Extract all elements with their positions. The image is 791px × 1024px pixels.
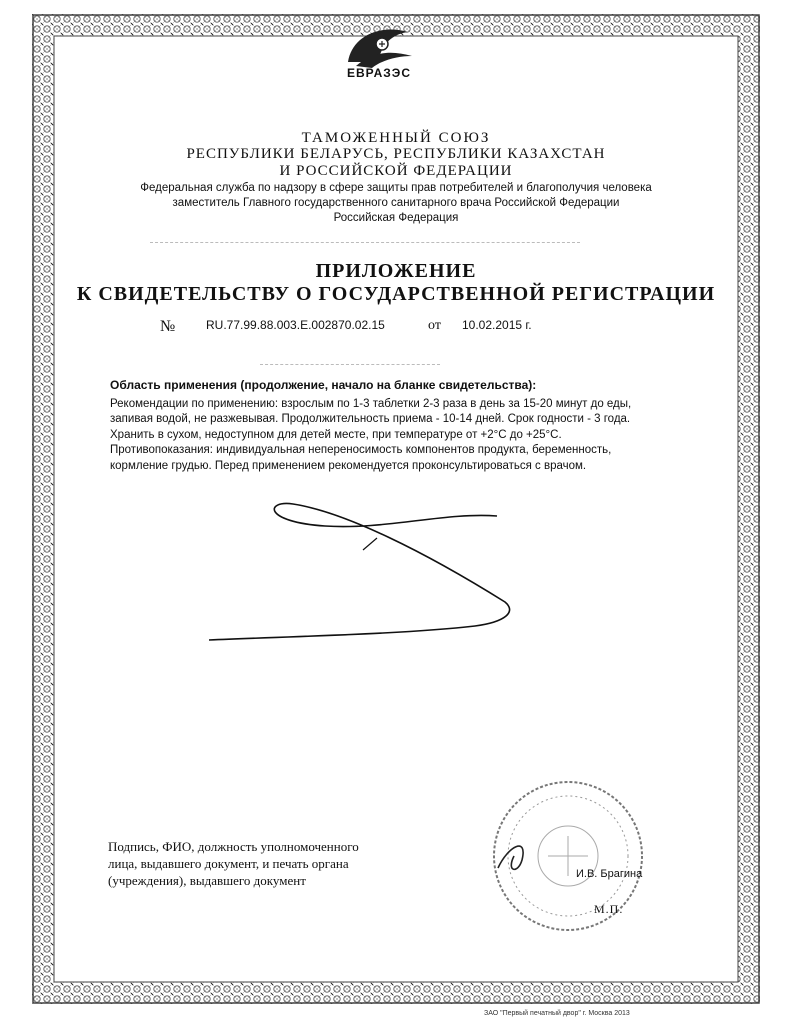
agency-line-3: Российская Федерация — [333, 212, 459, 224]
printer-imprint: ЗАО "Первый печатный двор" г. Москва 2013 — [484, 1010, 630, 1017]
document-title-line-2: К СВИДЕТЕЛЬСТВУ О ГОСУДАРСТВЕННОЙ РЕГИСТРАЦИИ — [76, 283, 716, 305]
signer-name: И.В. Брагина — [576, 868, 643, 880]
body-line: Рекомендации по применению: взрослым по 1-3 таблетки 2-3 раза в день за 15-20 минут до еды, — [110, 397, 632, 410]
eurasec-emblem — [334, 22, 424, 84]
date-label: от — [428, 318, 441, 333]
body-line: кормление грудью. Перед применением рекомендуется проконсультироваться с врачом. — [110, 459, 587, 472]
blank-space-strike-icon — [205, 492, 515, 652]
registration-date: 10.02.2015 г. — [462, 318, 532, 332]
union-members-line-2: И РОССИЙСКОЙ ФЕДЕРАЦИИ — [279, 163, 513, 179]
agency-line-1: Федеральная служба по надзору в сфере защиты прав потребителей и благополучия человека — [140, 182, 652, 194]
union-members-line-1: РЕСПУБЛИКИ БЕЛАРУСЬ, РЕСПУБЛИКИ КАЗАХСТАН — [186, 146, 606, 162]
registration-number: RU.77.99.88.003.E.002870.02.15 — [206, 318, 385, 332]
emblem-logo-icon — [342, 22, 416, 70]
official-seal-icon — [488, 776, 648, 936]
emblem-label: ЕВРАЗЭС — [346, 66, 411, 80]
registration-row — [160, 318, 640, 338]
scope-heading: Область применения (продолжение, начало на бланке свидетельства): — [110, 378, 537, 392]
agency-line-2: заместитель Главного государственного санитарного врача Российской Федерации — [172, 197, 620, 209]
signature-label-line: Подпись, ФИО, должность уполномоченного — [108, 839, 359, 854]
signature-label-line: лица, выдавшего документ, и печать органа — [108, 856, 349, 871]
body-line: Хранить в сухом, недоступном для детей месте, при температуре от +2°С до +25°С. — [110, 428, 562, 441]
faint-divider — [150, 242, 580, 246]
body-line: Противопоказания: индивидуальная непереносимость компонентов продукта, беременность, — [110, 444, 612, 456]
scope-section — [110, 378, 670, 474]
signature-label — [108, 838, 408, 889]
number-label: № — [160, 318, 176, 335]
faint-divider-2 — [260, 364, 440, 368]
document-title-line-1: ПРИЛОЖЕНИЕ — [315, 260, 477, 282]
signature-label-line: (учреждения), выдавшего документ — [108, 873, 306, 888]
seal-mark: М.П. — [594, 902, 624, 916]
union-title: ТАМОЖЕННЫЙ СОЮЗ — [301, 130, 491, 146]
body-line: запивая водой, не разжевывая. Продолжительность приема - 10-14 дней. Срок годности - 3 года. — [110, 413, 631, 425]
